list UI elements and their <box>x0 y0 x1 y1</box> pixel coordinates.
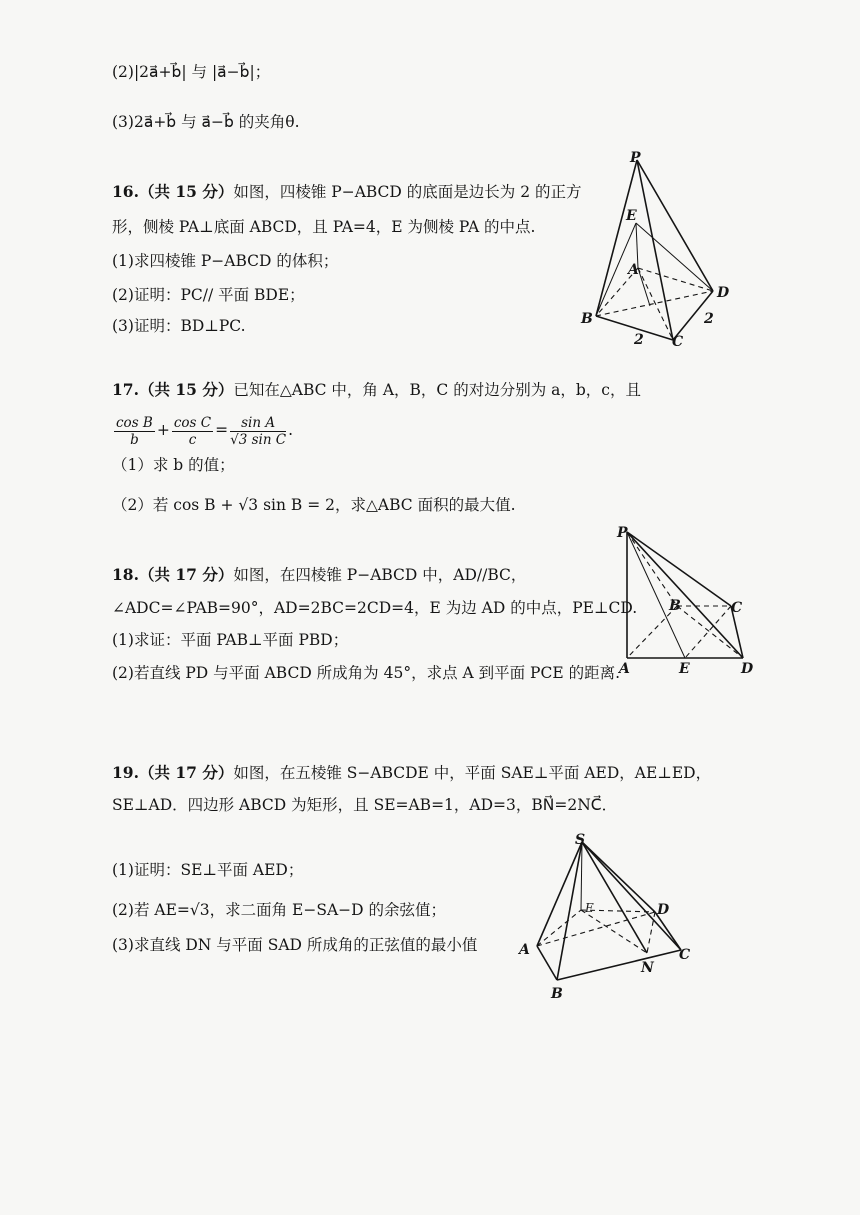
q18-label-C: C <box>731 600 743 616</box>
q16-part2: (2)证明：PC// 平面 BDE； <box>112 286 305 304</box>
q16-label-P: P <box>630 150 641 166</box>
q16-statement-line1 <box>112 182 582 202</box>
q19-label-N: N <box>641 960 654 976</box>
q15-part2: (2)|2a⃗+b⃗| 与 |a⃗−b⃗|； <box>112 63 271 81</box>
q17-line1: 已知在△ABC 中，角 A，B，C 的对边分别为 a，b，c，且 <box>233 381 641 399</box>
q19-part1: (1)证明：SE⊥平面 AED； <box>112 861 304 879</box>
q19-statement-line2: SE⊥AD．四边形 ABCD 为矩形，且 SE=AB=1，AD=3，BN⃗=2NC⃗． <box>112 796 618 814</box>
q18-statement-line2: ∠ADC=∠PAB=90°，AD=2BC=2CD=4，E 为边 AD 的中点，PE⊥CD. <box>112 599 638 617</box>
q19-label-D: D <box>657 902 670 918</box>
q19-header: 19.（共 17 分） <box>112 763 234 782</box>
q18-label-D: D <box>741 661 754 675</box>
q18-label-A: A <box>619 661 630 675</box>
q18-header: 18.（共 17 分） <box>112 565 234 584</box>
q16-pyramid-figure <box>570 148 750 348</box>
q19-label-B: B <box>551 986 563 1002</box>
q18-statement-line1 <box>112 565 526 585</box>
q15-part3: (3)2a⃗+b⃗ 与 a⃗−b⃗ 的夹角θ. <box>112 113 300 131</box>
q16-edge-label-2: 2 <box>634 332 644 348</box>
q16-part1: (1)求四棱锥 P−ABCD 的体积； <box>112 252 339 270</box>
q18-part2: (2)若直线 PD 与平面 ABCD 所成角为 45°，求点 A 到平面 PCE 的距离. <box>112 664 621 682</box>
q17-equals: = <box>215 421 229 439</box>
q16-label-D: D <box>717 285 730 301</box>
q16-header: 16.（共 15 分） <box>112 182 234 201</box>
q16-statement-line2: 形，侧棱 PA⊥底面 ABCD，且 PA=4，E 为侧棱 PA 的中点. <box>112 218 536 236</box>
q16-part3: (3)证明：BD⊥PC. <box>112 317 246 335</box>
q17-fraction-2: $\frac{\text{cos C}}{c}$ <box>173 414 212 448</box>
q19-part2: (2)若 AE=√3，求二面角 E−SA−D 的余弦值； <box>112 901 447 919</box>
q17-header: 17.（共 15 分） <box>112 380 234 399</box>
q16-line1: 如图，四棱锥 P−ABCD 的底面是边长为 2 的正方 <box>233 183 582 201</box>
q18-pyramid-figure <box>605 520 765 675</box>
q16-label-A: A <box>628 262 639 278</box>
q16-edge-label-1: 2 <box>704 311 714 327</box>
q16-label-E: E <box>626 208 637 224</box>
q19-pyramid-figure <box>515 828 705 1003</box>
q17-part1: （1）求 b 的值； <box>112 456 235 474</box>
q17-period: . <box>288 421 294 439</box>
q18-label-E: E <box>679 661 690 675</box>
q16-label-B: B <box>581 311 593 327</box>
q19-line1: 如图，在五棱锥 S−ABCDE 中，平面 SAE⊥平面 AED，AE⊥ED， <box>233 764 712 782</box>
q17-fraction-1: $\frac{\text{cos B}}{b}$ <box>116 414 153 448</box>
q19-label-C: C <box>679 947 691 963</box>
q17-plus: + <box>156 421 170 439</box>
q17-statement-line1 <box>112 380 641 400</box>
q19-statement-line1 <box>112 763 711 783</box>
q19-label-E: E <box>585 901 594 915</box>
q17-part2: （2）若 cos B + √3 sin B = 2，求△ABC 面积的最大值. <box>112 496 516 514</box>
q17-fraction-3: $\frac{\text{sin A}}{\text{√3 sin C}}$ <box>230 414 287 448</box>
q19-part3: (3)求直线 DN 与平面 SAD 所成角的正弦值的最小值 <box>112 936 478 954</box>
q19-label-A: A <box>519 942 530 958</box>
q18-label-P: P <box>617 525 628 541</box>
q16-label-C: C <box>672 334 684 348</box>
q19-label-S: S <box>575 832 586 848</box>
q18-line1: 如图，在四棱锥 P−ABCD 中，AD//BC， <box>233 566 527 584</box>
q18-part1: (1)求证：平面 PAB⊥平面 PBD； <box>112 631 349 649</box>
q18-label-B: B <box>669 598 681 614</box>
q17-equation <box>112 410 293 450</box>
